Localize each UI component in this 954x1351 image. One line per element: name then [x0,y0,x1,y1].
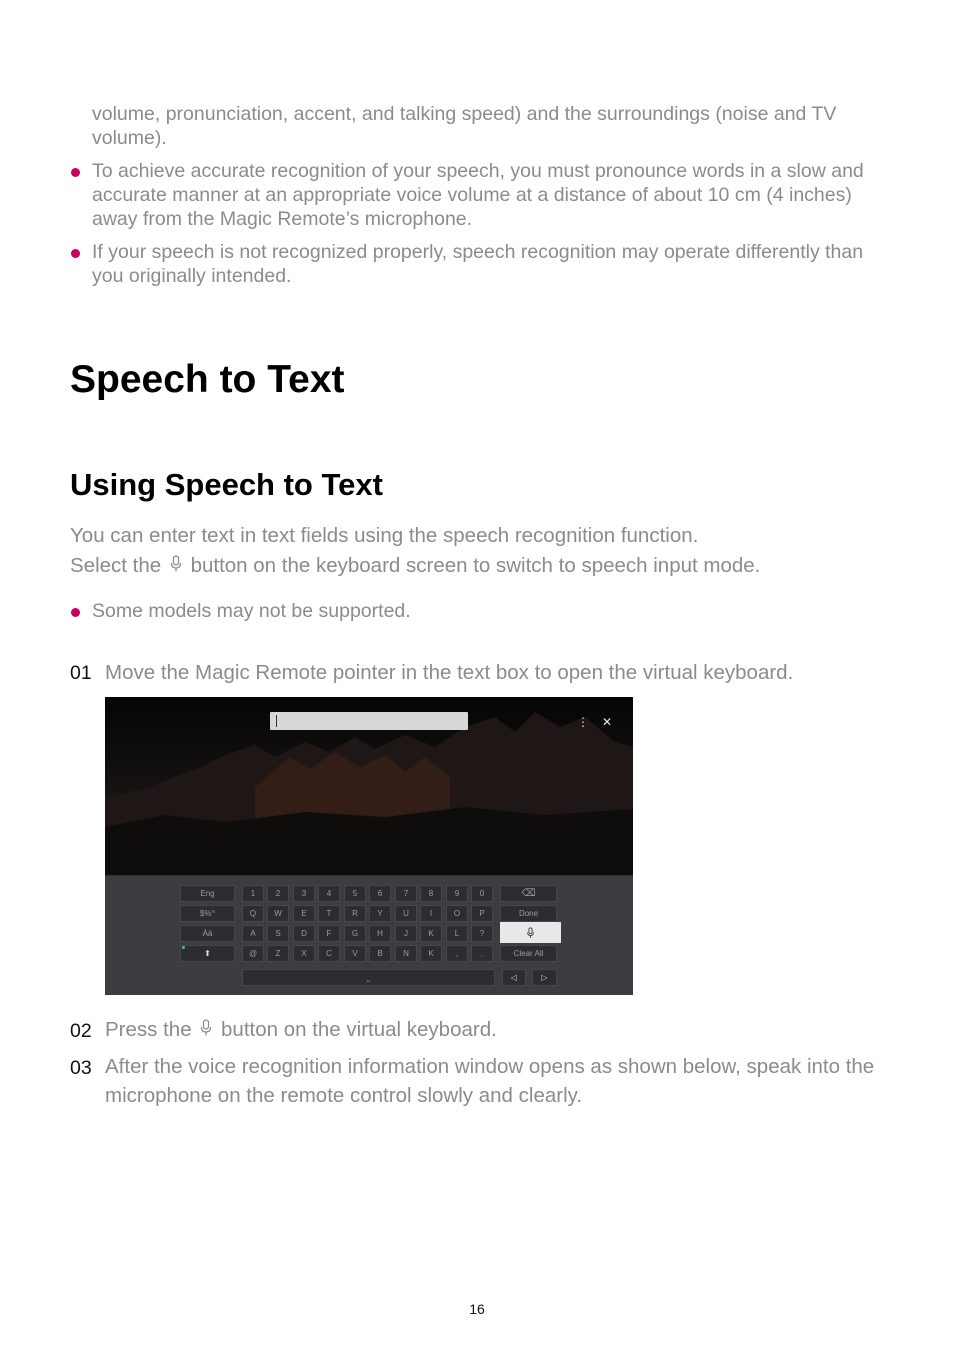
key[interactable]: @ [242,945,264,962]
arrow-left-icon[interactable]: ◁ [502,969,526,986]
microphone-icon [199,1019,213,1037]
step-number: 03 [70,1057,92,1079]
key[interactable]: P [471,905,493,922]
step-text-after: button on the virtual keyboard. [221,1018,497,1041]
key[interactable]: T [318,905,340,922]
key[interactable]: Y [369,905,391,922]
continued-paragraph: volume, pronunciation, accent, and talking speed) and the surroundings (noise and TV volume). [92,103,837,149]
shift-indicator-dot [182,946,185,949]
key[interactable]: 4 [318,885,340,902]
done-button[interactable]: Done [500,905,557,922]
virtual-keyboard [105,875,633,995]
key[interactable]: 2 [267,885,289,902]
key[interactable]: O [446,905,468,922]
bullet-dot [71,249,80,258]
key[interactable]: C [318,945,340,962]
key[interactable]: U [395,905,417,922]
key[interactable]: N [395,945,417,962]
intro-line-1: You can enter text in text fields using the speech recognition function. [70,524,699,547]
backspace-icon[interactable]: ⌫ [500,885,557,902]
key[interactable]: L [446,925,468,942]
section-title: Speech to Text [70,358,345,401]
step-text: Move the Magic Remote pointer in the text box to open the virtual keyboard. [105,661,794,684]
key[interactable]: 1 [242,885,264,902]
key[interactable]: . [471,945,493,962]
key[interactable]: W [267,905,289,922]
bullet-dot [71,168,80,177]
text-caret [276,715,277,727]
microphone-button[interactable] [500,922,561,943]
key[interactable]: R [344,905,366,922]
key[interactable]: S [267,925,289,942]
key[interactable]: X [293,945,315,962]
key[interactable]: Q [242,905,264,922]
arrow-right-icon[interactable]: ▷ [532,969,557,986]
key[interactable]: I [420,905,442,922]
key[interactable]: E [293,905,315,922]
key[interactable]: 0 [471,885,493,902]
step-text-before: Press the [105,1018,192,1041]
key[interactable]: B [369,945,391,962]
key[interactable]: 7 [395,885,417,902]
page-number: 16 [469,1301,485,1317]
key[interactable]: 5 [344,885,366,902]
key[interactable]: 3 [293,885,315,902]
more-options-icon[interactable]: ⋮ [577,715,589,729]
key[interactable]: K [420,945,442,962]
close-icon[interactable]: ✕ [602,715,613,729]
intro-text-before: Select the [70,554,162,577]
microphone-icon [169,555,183,573]
key[interactable]: 8 [420,885,442,902]
bullet-item: If your speech is not recognized properly, speech recognition may operate differently than you originally intended. [92,241,864,287]
subsection-title: Using Speech to Text [70,467,383,502]
step-number: 01 [70,662,92,684]
key[interactable]: A [242,925,264,942]
note-text: Some models may not be supported. [92,600,411,622]
microphone-icon [526,927,535,939]
key[interactable]: G [344,925,366,942]
step-text [105,1015,895,1044]
intro-text-after: button on the keyboard screen to switch to speech input mode. [190,554,761,577]
step-number: 02 [70,1020,92,1042]
key[interactable]: K [420,925,442,942]
key[interactable]: 6 [369,885,391,902]
bullet-item: To achieve accurate recognition of your speech, you must pronounce words in a slow and accurate manner at an appropriate voice volume at a distance of about 10 cm (4 inches) away from the Magic Remote’s microphone. [92,160,864,230]
key[interactable]: ? [471,925,493,942]
step-text: After the voice recognition information window opens as shown below, speak into the microphone on the remote control slowly and clearly. [105,1055,875,1107]
key[interactable]: Z [267,945,289,962]
key[interactable]: , [446,945,468,962]
key[interactable]: D [293,925,315,942]
clear-all-button[interactable]: Clear All [500,945,557,962]
text-input-box[interactable] [270,712,468,730]
bullet-dot [71,608,80,617]
key[interactable]: H [369,925,391,942]
space-key[interactable]: ⎵ [242,969,495,986]
intro-line-2 [70,551,910,581]
key-language[interactable]: Eng [180,885,235,902]
tv-screenshot [105,697,633,995]
key-symbols[interactable]: $%^ [180,905,235,922]
key-accents[interactable]: Àà [180,925,235,942]
key[interactable]: F [318,925,340,942]
key[interactable]: 9 [446,885,468,902]
key[interactable]: V [344,945,366,962]
shift-icon[interactable]: ⬆ [180,945,235,962]
key[interactable]: J [395,925,417,942]
